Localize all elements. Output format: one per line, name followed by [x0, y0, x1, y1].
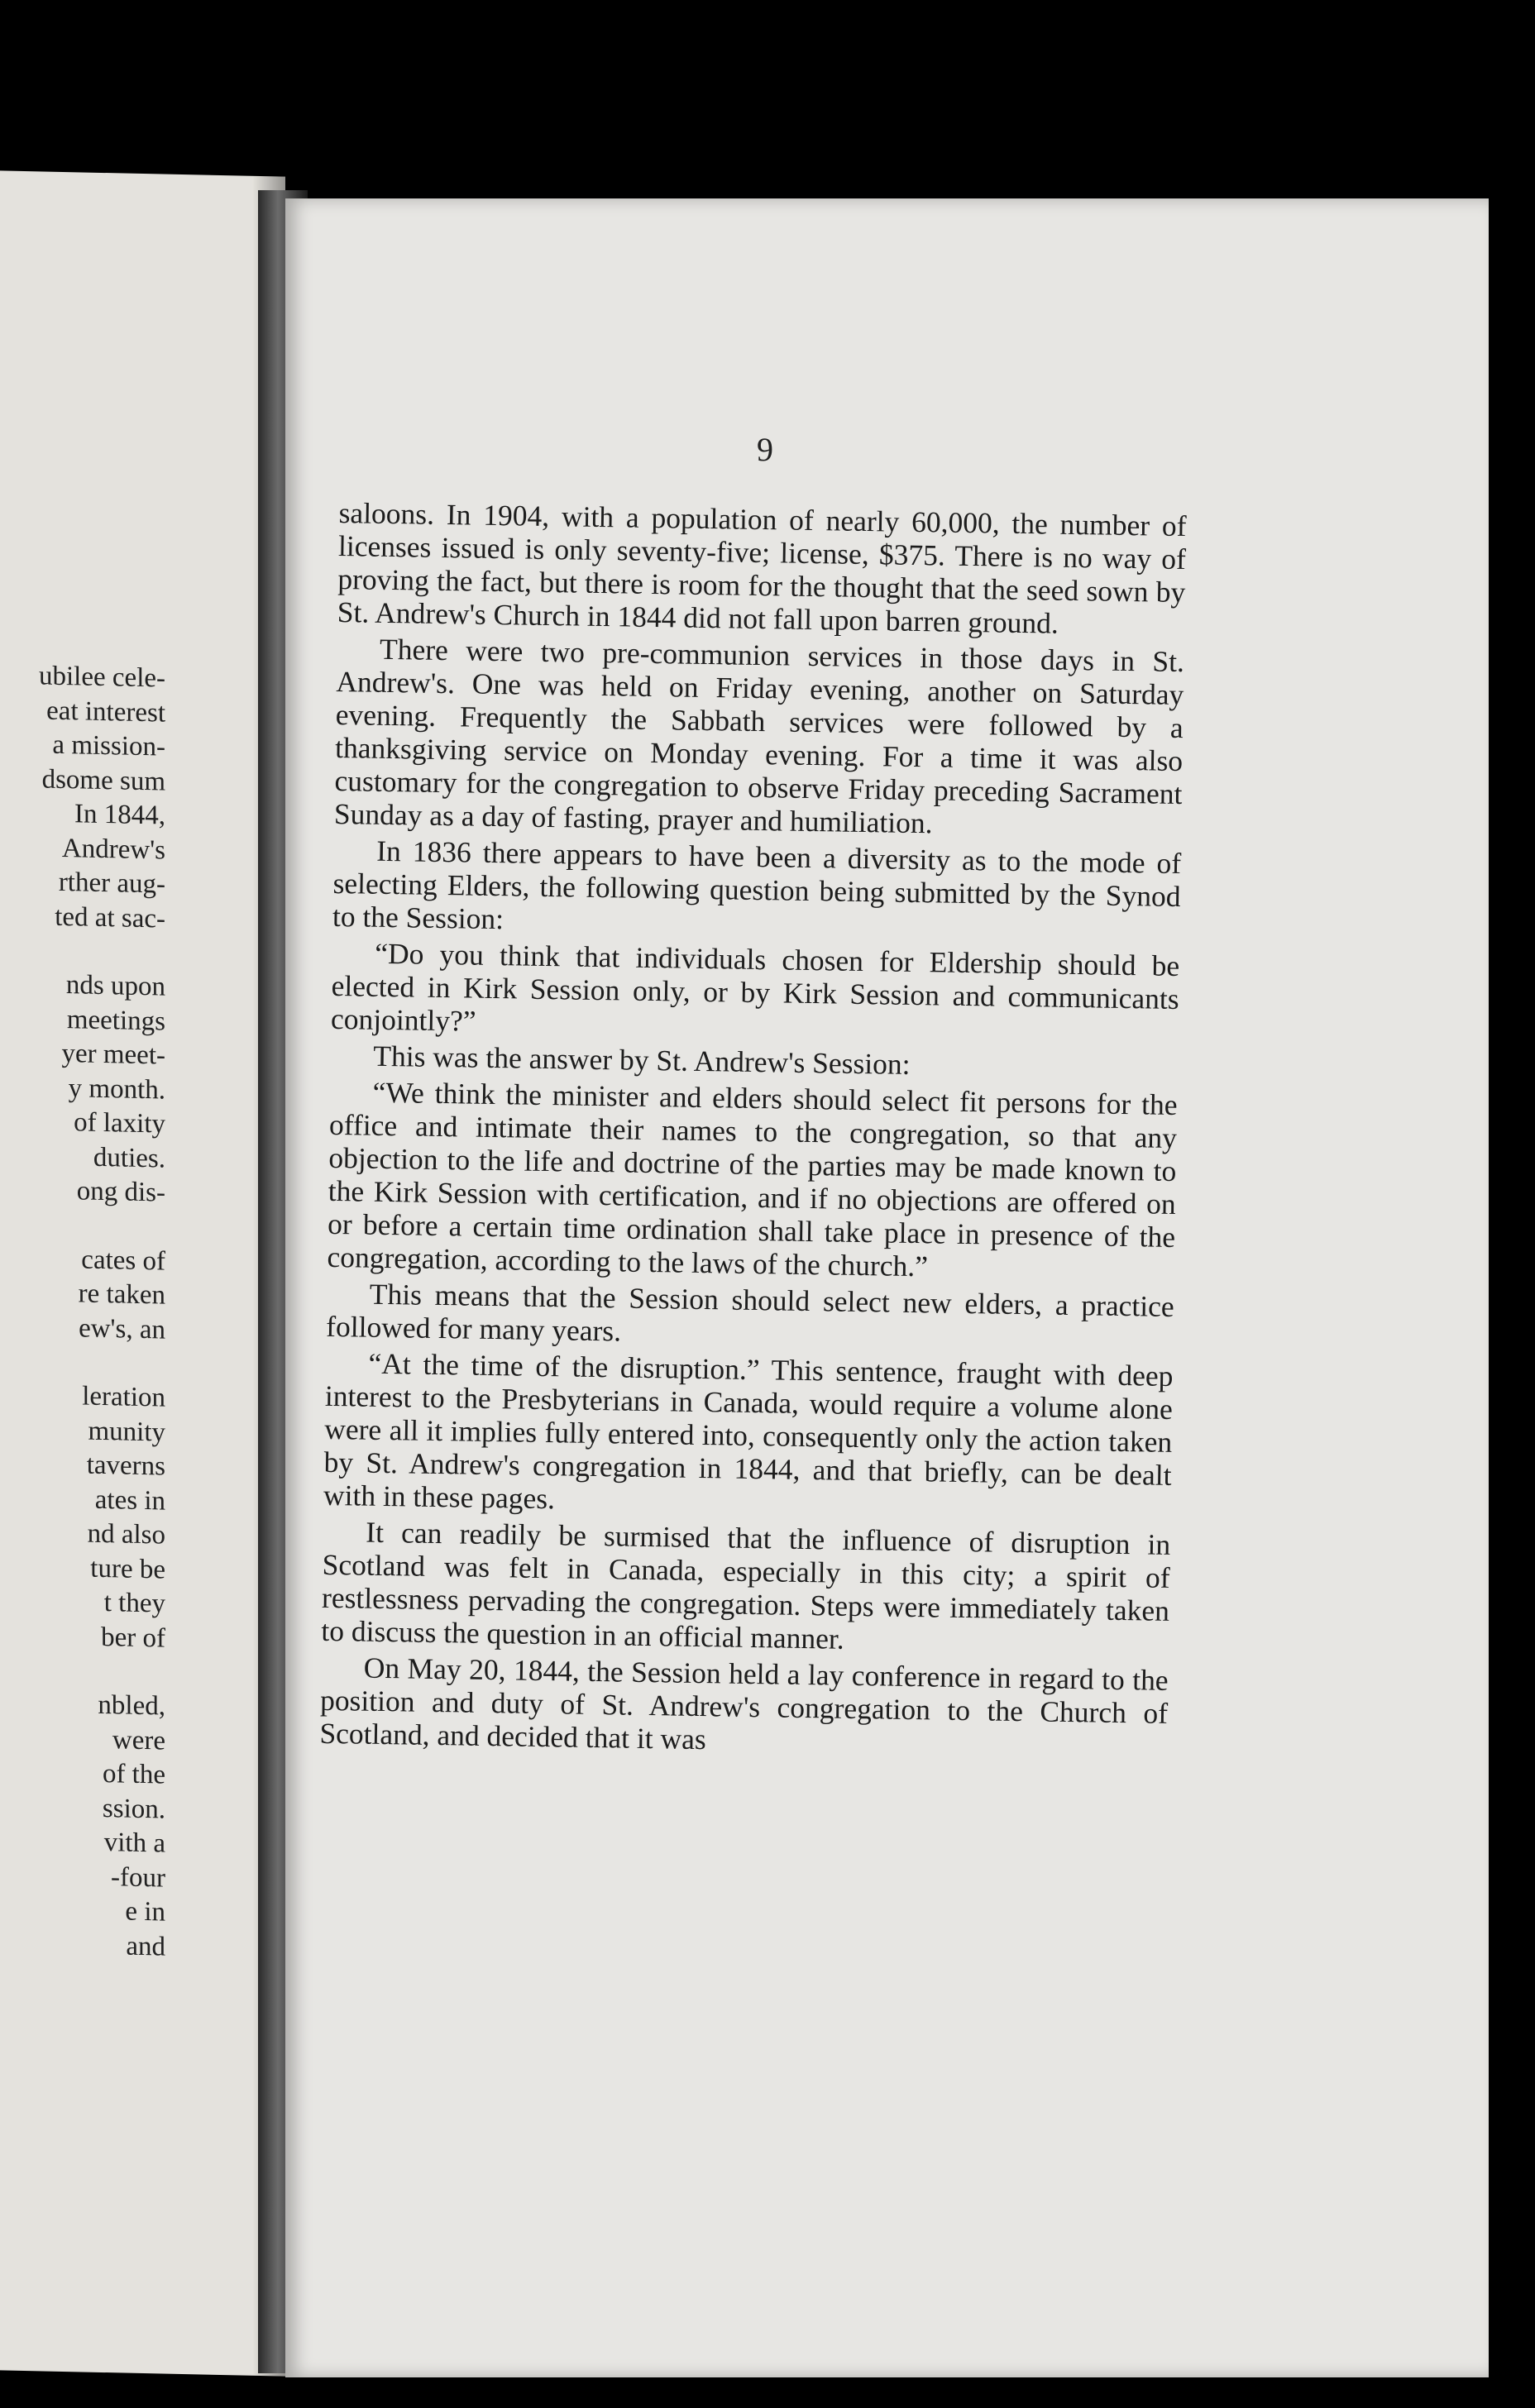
left-line: duties.	[93, 1142, 165, 1174]
left-line: ates in	[94, 1484, 165, 1517]
paragraph: In 1836 there appears to have been a diversity as to the mode of selecting Elders, the following question being submitted by the Synod to the Session:	[332, 834, 1182, 936]
paragraph: “At the time of the disruption.” This sentence, fraught with deep interest to the Presbyterians in Canada, would require a volume alone were all it implies fully entered into, consequently only the action taken by St. Andrew's congregation in 1844, and that briefly, can be dealt with in these pages.	[323, 1346, 1174, 1516]
left-line: Andrew's	[61, 833, 165, 866]
left-line: nd also	[87, 1518, 165, 1550]
left-line: were	[112, 1724, 165, 1756]
quoted-answer: “We think the minister and elders should select fit persons for the office and intimate their names to the congregation, so that any objection to the life and doctrine of the parties may be made known to the Kirk Session with certification, and if no objections are offered on or before a certain time ordination shall take place in presence of the congregation, according to the laws of the church.”	[327, 1075, 1178, 1283]
left-line: re taken	[78, 1278, 165, 1311]
quoted-question: “Do you think that individuals chosen for Eldership should be elected in Kirk Session only, or by Kirk Session and communicants conjointly?”	[330, 936, 1180, 1038]
left-line: ture be	[90, 1553, 165, 1585]
left-line: leration	[82, 1381, 165, 1413]
paragraph: There were two pre-communion services in those days in St. Andrew's. One was held on Friday evening, another on Saturday evening. Frequently the Sabbath services were followed by a thanksgiving service on Monday evening. For a time it was also customary for the congregation to observe Friday preceding Sacrament Sunday as a day of fasting, prayer and humiliation.	[333, 632, 1185, 840]
left-line: ew's, an	[79, 1312, 165, 1345]
left-line: and	[126, 1931, 165, 1962]
paragraph: saloons. In 1904, with a population of nearly 60,000, the number of licenses issued is only seventy-five; license, $375. There is no way of proving the fact, but there is room for the thought that the seed sown by St. Andrew's Church in 1844 did not fall upon barren ground.	[337, 496, 1187, 640]
left-line: ubilee cele-	[39, 661, 165, 694]
left-line: ssion.	[102, 1793, 165, 1825]
left-line: eat interest	[46, 695, 165, 729]
left-line: In 1844,	[74, 799, 165, 831]
left-gap	[0, 1344, 165, 1381]
paragraph: This was the answer by St. Andrew's Session:	[373, 1039, 911, 1081]
left-line: meetings	[66, 1004, 165, 1037]
previous-page-text	[0, 658, 165, 1964]
paragraph: It can readily be surmised that the influence of disruption in Scotland was felt in Canada, especially in this city; a spirit of restlessness pervading the congregation. Steps were immediately taken to discuss the question in an official manner.	[321, 1515, 1171, 1656]
left-line: ong dis-	[76, 1176, 165, 1208]
left-gap	[0, 1207, 165, 1245]
left-line: munity	[88, 1416, 165, 1448]
left-line: a mission-	[52, 729, 165, 762]
left-line: vith a	[103, 1828, 165, 1859]
paragraph: On May 20, 1844, the Session held a lay conference in regard to the position and duty of St. Andrew's congregation to the Church of Scotland, and decided that it was	[319, 1651, 1169, 1756]
left-line: ber of	[101, 1622, 165, 1654]
previous-page	[0, 170, 285, 2376]
left-line: yer meet-	[61, 1038, 165, 1071]
left-gap	[0, 933, 165, 970]
left-line: dsome sum	[41, 763, 165, 797]
left-line: e in	[125, 1896, 165, 1928]
left-line: cates of	[81, 1244, 165, 1277]
left-line: nbled,	[98, 1689, 165, 1722]
left-gap	[0, 1652, 165, 1689]
left-line: ted at sac-	[55, 901, 165, 934]
left-line: taverns	[86, 1450, 165, 1482]
left-line: rther aug-	[58, 867, 165, 900]
left-line: of laxity	[74, 1107, 165, 1140]
paragraph: This means that the Session should select new elders, a practice followed for many years.	[325, 1277, 1175, 1348]
page-body	[319, 496, 1187, 1766]
left-line: y month.	[68, 1073, 165, 1106]
left-line: of the	[102, 1758, 165, 1790]
page-number: 9	[757, 431, 773, 468]
left-line: nds upon	[65, 970, 165, 1002]
left-line: t they	[103, 1588, 165, 1619]
left-line: -four	[111, 1861, 165, 1894]
